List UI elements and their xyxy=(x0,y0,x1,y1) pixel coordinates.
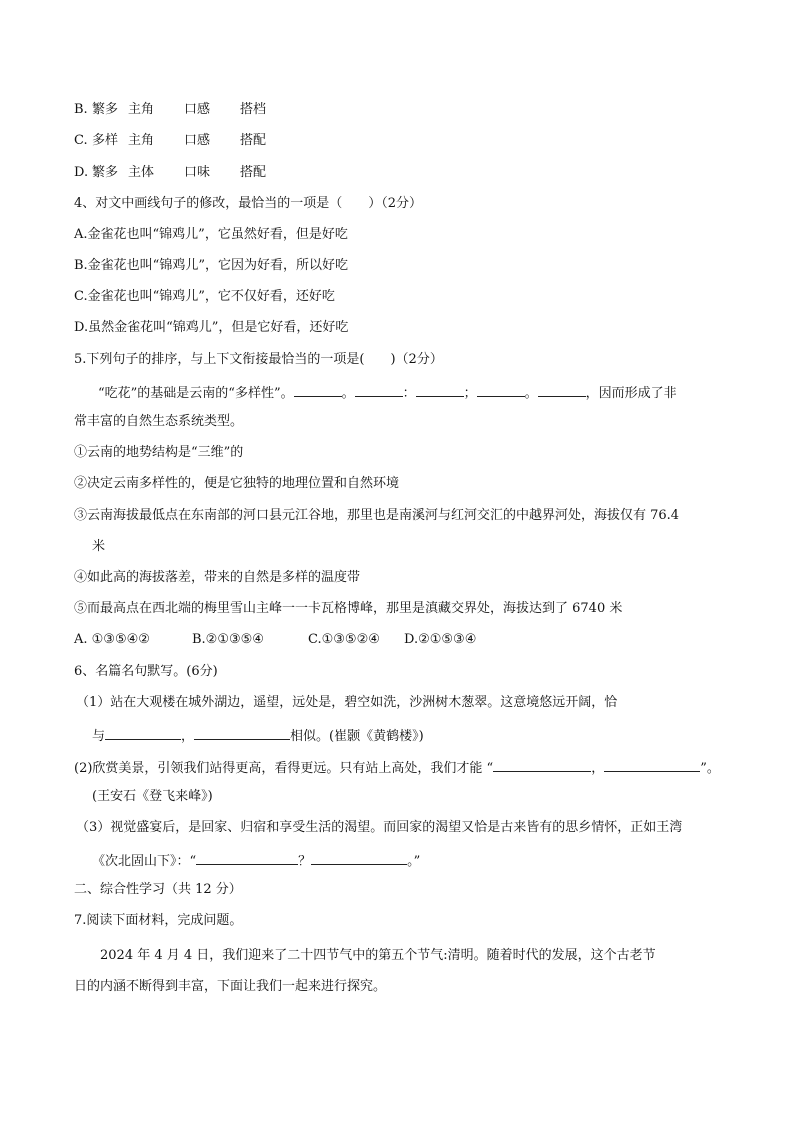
q5-item-4: ④如此高的海拔落差，带来的自然是多样的温度带 xyxy=(74,570,361,585)
q5-stem: 5.下列句子的排序，与上下文衔接最恰当的一项是( )（2分） xyxy=(74,352,443,367)
option-word-b: 主角 xyxy=(128,133,155,148)
q6-part1-line1: （1）站在大观楼在城外湖边，遥望，远处是，碧空如洗，沙洲树木葱翠。这意境悠远开阔，恰 xyxy=(76,695,618,710)
option-word-b: 主体 xyxy=(128,165,155,180)
answer-blank[interactable] xyxy=(538,383,586,397)
option-letter: D. xyxy=(74,165,89,180)
q5-item-3: ③云南海拔最低点在东南部的河口县元江谷地，那里也是南溪河与红河交汇的中越界河处，海拔仅有 76.4 xyxy=(74,508,680,523)
passage-start: “吃花”的基础是云南的“多样性”。 xyxy=(98,386,294,401)
answer-blank[interactable] xyxy=(604,758,700,772)
q6-part2-line1: (2)欣赏美景，引领我们站得更高，看得更远。只有站上高处，我们才能 “ ， ”。 xyxy=(74,758,720,777)
q4-option-c: C.金雀花也叫“锦鸡儿”，它不仅好看，还好吃 xyxy=(74,289,335,304)
q3-option-c-row xyxy=(74,133,266,149)
option-word-a: 繁多 xyxy=(92,165,119,180)
answer-blank[interactable] xyxy=(105,726,181,740)
option-word-d: 搭档 xyxy=(240,102,267,117)
q4-stem: 4、对文中画线句子的修改，最恰当的一项是（ ）（2分） xyxy=(74,196,423,211)
q5-answer-a: A. ①③⑤④② xyxy=(74,632,150,647)
q5-answers xyxy=(74,632,476,648)
answer-blank[interactable] xyxy=(355,383,403,397)
option-word-c: 口味 xyxy=(184,165,211,180)
answer-blank[interactable] xyxy=(194,726,290,740)
q6-stem: 6、名篇名句默写。(6分) xyxy=(74,664,218,679)
q4-option-a: A.金雀花也叫“锦鸡儿”，它虽然好看，但是好吃 xyxy=(74,227,348,242)
q6-part2-source: (王安石《登飞来峰》) xyxy=(92,789,213,804)
q5-item-5: ⑤而最高点在西北端的梅里雪山主峰一一卡瓦格博峰，那里是滇藏交界处，海拔达到了 6740 米 xyxy=(74,601,623,616)
q7-stem: 7.阅读下面材料，完成问题。 xyxy=(74,913,243,928)
option-word-c: 口感 xyxy=(184,102,211,117)
option-word-d: 搭配 xyxy=(240,165,267,180)
q7-paragraph-line1: 2024 年 4 月 4 日，我们迎来了二十四节气中的第五个节气:清明。随着时代的发展，这个古老节 xyxy=(100,948,656,963)
q5-item-2: ②决定云南多样性的，便是它独特的地理位置和自然环境 xyxy=(74,476,400,491)
q4-option-d: D.虽然金雀花叫“锦鸡儿”，但是它好看，还好吃 xyxy=(74,320,349,335)
q5-passage-line1: “吃花”的基础是云南的“多样性”。 。 ： ； 。 ，因而形成了非 xyxy=(98,383,677,402)
q4-option-b: B.金雀花也叫“锦鸡儿”，它因为好看，所以好吃 xyxy=(74,258,348,273)
q6-part3-line2: 《次北固山下》：“ ？ 。” xyxy=(92,851,420,870)
q5-answer-b: B.②①③⑤④ xyxy=(192,632,264,647)
answer-blank[interactable] xyxy=(311,851,407,865)
answer-blank[interactable] xyxy=(294,383,342,397)
option-letter: C. xyxy=(74,133,88,148)
q3-option-b-row xyxy=(74,102,266,118)
q5-passage-line2: 常丰富的自然生态系统类型。 xyxy=(74,414,244,429)
q3-option-d-row xyxy=(74,165,266,181)
answer-blank[interactable] xyxy=(493,758,591,772)
option-word-b: 主角 xyxy=(128,102,155,117)
q5-item-1: ①云南的地势结构是“三维”的 xyxy=(74,445,244,460)
q5-item-3-cont: 米 xyxy=(92,539,106,554)
section-heading: 二、综合性学习（共 12 分） xyxy=(74,882,242,897)
q6-part3-line1: （3）视觉盛宴后，是回家、归宿和享受生活的渴望。而回家的渴望又恰是古来皆有的思乡情怀，正如王湾 xyxy=(76,820,683,835)
q5-answer-d: D.②①⑤③④ xyxy=(404,632,477,647)
q6-part1-line2: 与 ， 相似。(崔颢《黄鹤楼》) xyxy=(92,726,424,745)
option-word-a: 多样 xyxy=(92,133,119,148)
option-letter: B. xyxy=(74,102,88,117)
option-word-d: 搭配 xyxy=(240,133,267,148)
q7-paragraph-line2: 日的内涵不断得到丰富，下面让我们一起来进行探究。 xyxy=(74,979,387,994)
answer-blank[interactable] xyxy=(477,383,525,397)
answer-blank[interactable] xyxy=(416,383,464,397)
option-word-a: 繁多 xyxy=(92,102,119,117)
option-word-c: 口感 xyxy=(184,133,211,148)
q5-answer-c: C.①③⑤②④ xyxy=(308,632,380,647)
answer-blank[interactable] xyxy=(196,851,298,865)
